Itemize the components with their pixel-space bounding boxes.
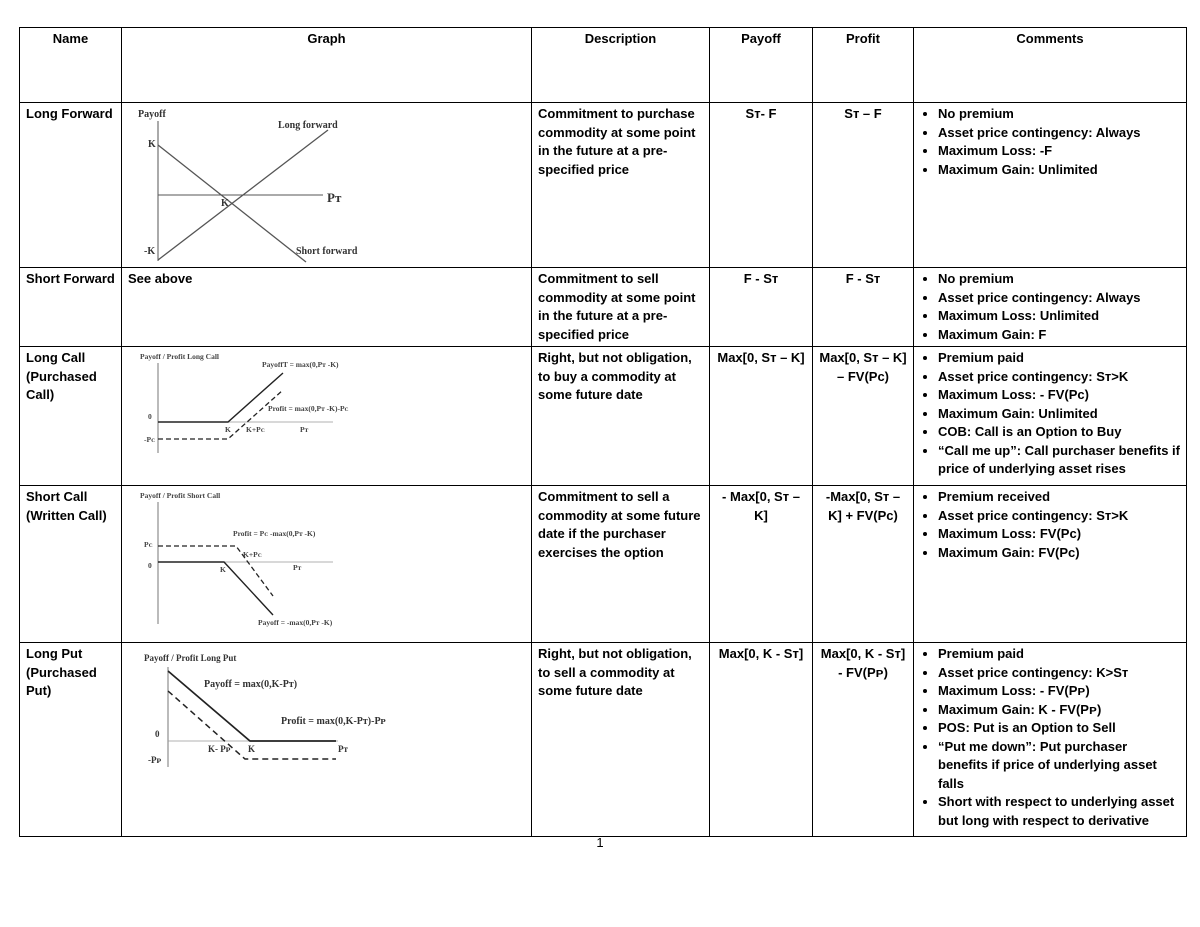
profit-cell: Sᴛ – F [813, 103, 914, 268]
zero-label: 0 [148, 561, 152, 570]
comment-item: • Maximum Gain: F [938, 326, 1180, 345]
k-plus-p-label: K+Pᴄ [243, 550, 262, 559]
x-axis-label: Pᴛ [327, 190, 342, 205]
comments-list [920, 270, 1180, 344]
name-cell: Long Call (Purchased Call) [20, 347, 122, 486]
comment-item: • Maximum Loss: - FV(Pᴘ) [938, 682, 1180, 701]
comment-item: • Maximum Loss: Unlimited [938, 307, 1180, 326]
comment-item: • No premium [938, 270, 1180, 289]
header-payoff: Payoff [710, 28, 813, 103]
profit-cell: F - Sᴛ [813, 268, 914, 347]
header-description: Description [532, 28, 710, 103]
comment-item: • Asset price contingency: K>Sᴛ [938, 664, 1180, 683]
comment-item: • Maximum Gain: FV(Pᴄ) [938, 544, 1180, 563]
comments-cell [914, 268, 1187, 347]
comments-list [920, 645, 1180, 830]
x-axis-label: Pᴛ [293, 563, 302, 572]
description-cell: Commitment to sell a commodity at some future date if the purchaser exercises the option [532, 486, 710, 643]
profit-label: Profit = Pᴄ -max(0,Pᴛ -K) [233, 529, 316, 538]
graph-title: Payoff / Profit Short Call [140, 491, 221, 500]
payoff-label: Payoff = max(0,K-Pᴛ) [204, 679, 298, 690]
long-call-graph [128, 349, 538, 483]
description-cell: Right, but not obligation, to sell a commodity at some future date [532, 643, 710, 837]
comments-cell [914, 347, 1187, 486]
payoff-cell: - Max[0, Sᴛ – K] [710, 486, 813, 643]
name-cell: Short Forward [20, 268, 122, 347]
description-cell: Right, but not obligation, to buy a commodity at some future date [532, 347, 710, 486]
comments-list [920, 488, 1180, 562]
graph-cell [122, 486, 532, 643]
comment-item: • Asset price contingency: Always [938, 289, 1180, 308]
neg-premium-label: -Pᴄ [144, 435, 156, 444]
header-comments: Comments [914, 28, 1187, 103]
comment-item: • Asset price contingency: Always [938, 124, 1180, 143]
comment-item: • Maximum Loss: -F [938, 142, 1180, 161]
graph-y-title: Payoff [138, 109, 166, 120]
payoff-label: Payoff = -max(0,Pᴛ -K) [258, 618, 333, 627]
payoff-cell: Max[0, Sᴛ – K] [710, 347, 813, 486]
payoff-cell: Sᴛ- F [710, 103, 813, 268]
comments-list [920, 105, 1180, 179]
profit-cell: -Max[0, Sᴛ – K] + FV(Pᴄ) [813, 486, 914, 643]
comment-item: • Premium received [938, 488, 1180, 507]
row-long-forward [20, 103, 1187, 268]
short-forward-label: Short forward [296, 246, 358, 257]
description-cell: Commitment to purchase commodity at some point in the future at a pre-specified price [532, 103, 710, 268]
profit-label: Profit = max(0,K-Pᴛ)-Pᴘ [281, 716, 386, 727]
graph-cell [122, 643, 532, 837]
payoff-cell: Max[0, K - Sᴛ] [710, 643, 813, 837]
comment-item: • POS: Put is an Option to Sell [938, 719, 1180, 738]
name-cell: Long Forward [20, 103, 122, 268]
header-name: Name [20, 28, 122, 103]
options-summary-table [19, 27, 1187, 837]
zero-label: 0 [155, 729, 160, 739]
k-cross-label: K [221, 198, 229, 209]
comment-item: • No premium [938, 105, 1180, 124]
graph-title: Payoff / Profit Long Call [140, 352, 220, 361]
graph-cell [122, 347, 532, 486]
x-axis-label: Pᴛ [300, 425, 309, 434]
comment-item: • Maximum Gain: Unlimited [938, 405, 1180, 424]
premium-label: Pᴄ [144, 540, 153, 549]
payoff-line [158, 373, 283, 422]
profit-label: Profit = max(0,Pᴛ -K)-Pᴄ [268, 404, 349, 413]
header-row [20, 28, 1187, 103]
comment-item: • Maximum Loss: - FV(Pᴄ) [938, 386, 1180, 405]
description-cell: Commitment to sell commodity at some point in the future at a pre-specified price [532, 268, 710, 347]
header-profit: Profit [813, 28, 914, 103]
comment-item: • Premium paid [938, 645, 1180, 664]
name-cell: Short Call (Written Call) [20, 486, 122, 643]
comment-item: • Maximum Gain: Unlimited [938, 161, 1180, 180]
comment-item: • Asset price contingency: Sᴛ>K [938, 368, 1180, 387]
long-put-graph [128, 645, 538, 834]
x-axis-label: Pᴛ [338, 744, 348, 754]
comment-item: • Asset price contingency: Sᴛ>K [938, 507, 1180, 526]
neg-premium-label: -Pᴘ [148, 755, 162, 765]
k-minus-p-label: K- Pᴘ [208, 744, 231, 754]
zero-label: 0 [148, 412, 152, 421]
comment-item: • COB: Call is an Option to Buy [938, 423, 1180, 442]
row-short-call [20, 486, 1187, 643]
payoff-cell: F - Sᴛ [710, 268, 813, 347]
graph-cell: See above [122, 268, 532, 347]
page-number: 1 [596, 835, 604, 850]
k-label: K [225, 425, 231, 434]
comment-item: • “Call me up”: Call purchaser benefits if price of underlying asset rises [938, 442, 1180, 479]
name-cell: Long Put (Purchased Put) [20, 643, 122, 837]
payoff-label: PayoffT = max(0,Pᴛ -K) [262, 360, 339, 369]
k-label: K [148, 139, 156, 150]
comment-item: • Maximum Gain: K - FV(Pᴘ) [938, 701, 1180, 720]
graph-cell [122, 103, 532, 268]
profit-cell: Max[0, Sᴛ – K] – FV(Pᴄ) [813, 347, 914, 486]
comment-item: • Premium paid [938, 349, 1180, 368]
neg-k-label: -K [144, 246, 156, 257]
comment-item: • “Put me down”: Put purchaser benefits if price of underlying asset falls [938, 738, 1180, 794]
payoff-line [158, 562, 273, 615]
k-label: K [220, 565, 226, 574]
row-long-put [20, 643, 1187, 837]
long-forward-graph [128, 105, 538, 265]
short-call-graph [128, 488, 538, 640]
profit-cell: Max[0, K - Sᴛ] - FV(Pᴘ) [813, 643, 914, 837]
graph-title: Payoff / Profit Long Put [144, 653, 237, 663]
comment-item: • Short with respect to underlying asset but long with respect to derivative [938, 793, 1180, 830]
long-forward-label: Long forward [278, 120, 338, 131]
comments-cell [914, 103, 1187, 268]
k-plus-p-label: K+Pᴄ [246, 425, 265, 434]
comments-list [920, 349, 1180, 479]
k-label: K [248, 744, 256, 754]
header-graph: Graph [122, 28, 532, 103]
comments-cell [914, 486, 1187, 643]
row-short-forward [20, 268, 1187, 347]
comments-cell [914, 643, 1187, 837]
row-long-call [20, 347, 1187, 486]
comment-item: • Maximum Loss: FV(Pᴄ) [938, 525, 1180, 544]
